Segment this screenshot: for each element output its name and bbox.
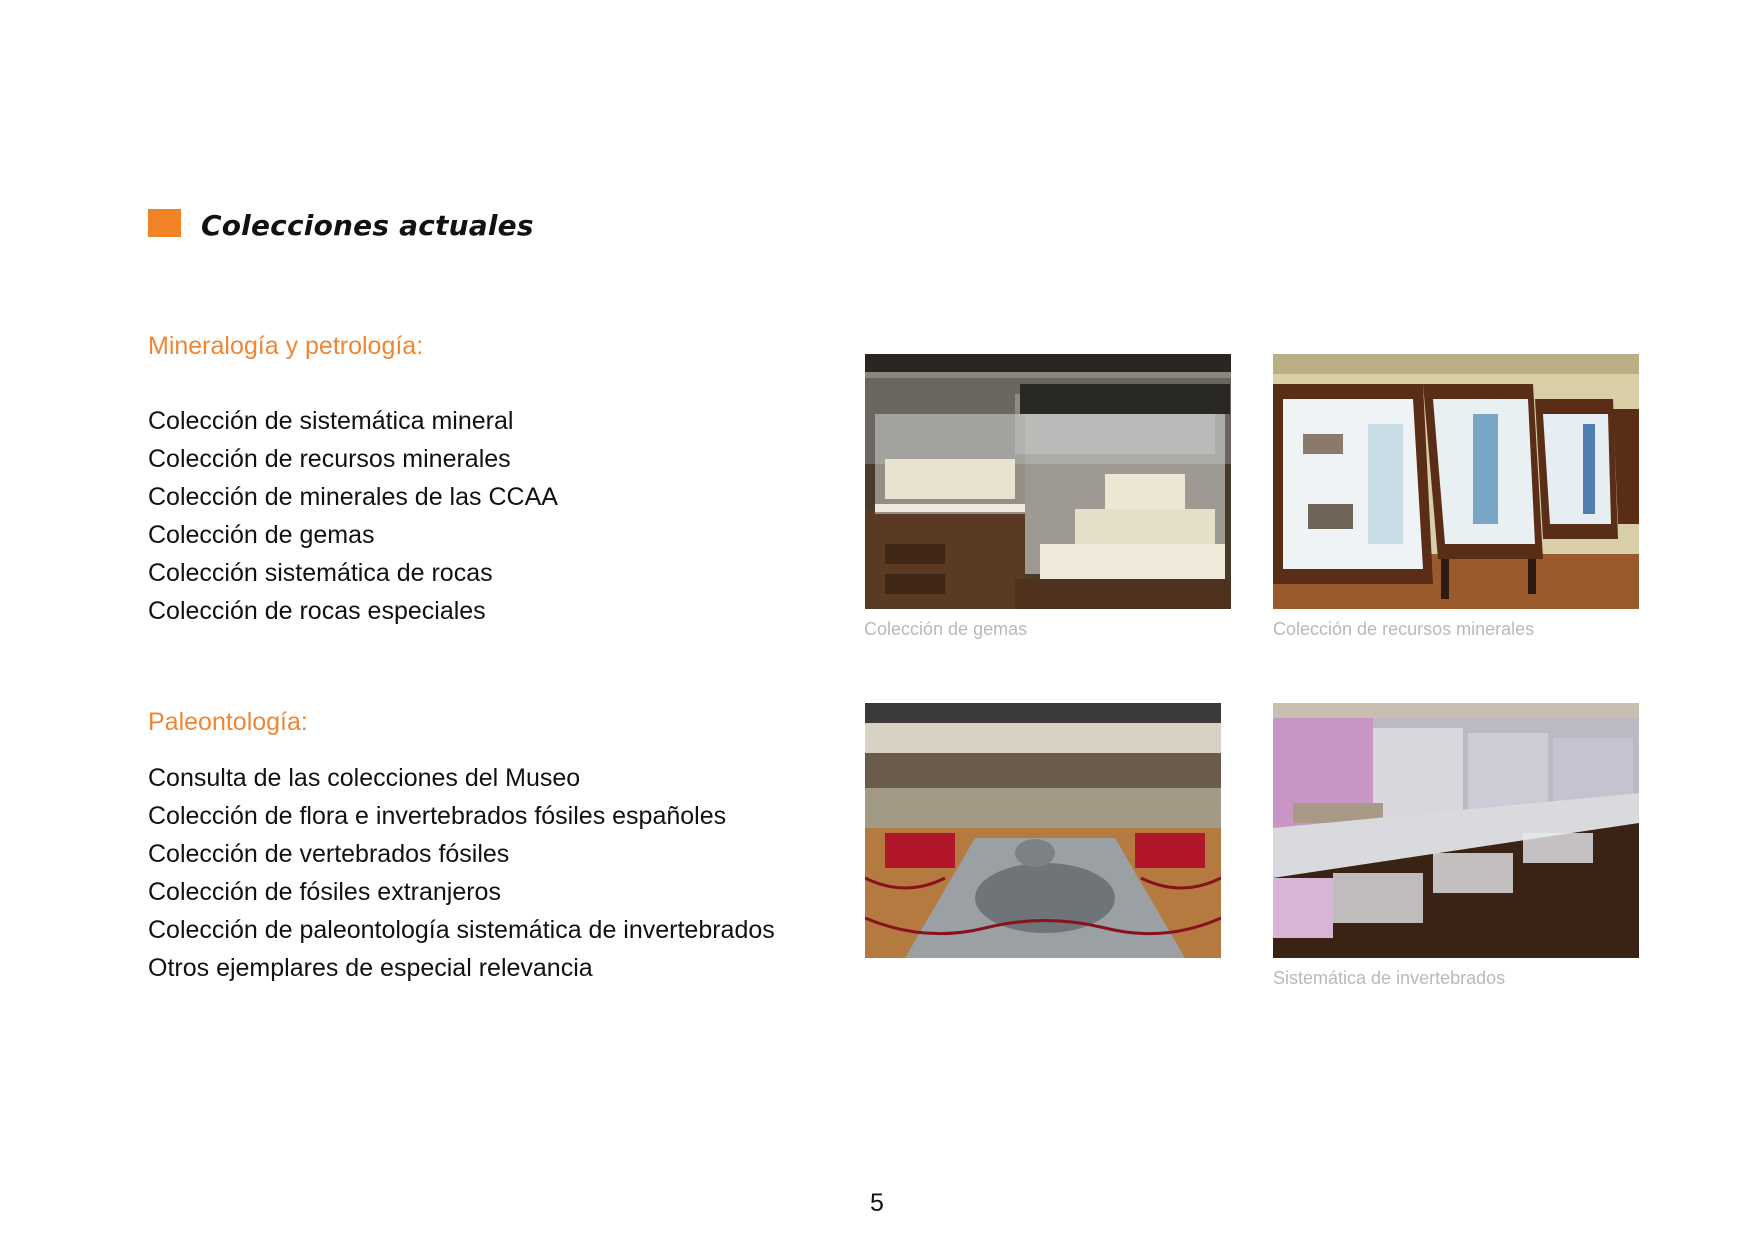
list-item: Colección de flora e invertebrados fósiles españoles: [148, 802, 727, 830]
list-item: Colección de gemas: [148, 521, 375, 549]
list-item: Otros ejemplares de especial relevancia: [148, 954, 593, 982]
list-item: Colección de paleontología sistemática de invertebrados: [148, 916, 775, 944]
photo-caption-mineral-resources: Colección de recursos minerales: [1273, 619, 1535, 639]
section-heading-mineralogia: Mineralogía y petrología:: [148, 332, 424, 360]
list-item: Colección de vertebrados fósiles: [148, 840, 510, 868]
list-item: Colección de recursos minerales: [148, 445, 511, 473]
list-item: Colección de minerales de las CCAA: [148, 483, 558, 511]
mineral-resources-photo: [1273, 354, 1639, 609]
invertebrates-photo: [1273, 703, 1639, 958]
section-heading-paleontologia: Paleontología:: [148, 708, 308, 736]
list-item: Colección de sistemática mineral: [148, 407, 514, 435]
list-item: Colección de fósiles extranjeros: [148, 878, 501, 906]
photo-caption-gems: Colección de gemas: [864, 619, 1028, 639]
paleontologia-list: [148, 759, 775, 987]
paleontology-hall-photo: [865, 703, 1221, 958]
gem-collection-photo: [865, 354, 1231, 609]
list-item: Colección sistemática de rocas: [148, 559, 493, 587]
title-marker-square: [148, 209, 181, 237]
list-item: Consulta de las colecciones del Museo: [148, 764, 581, 792]
mineralogia-list: [148, 402, 558, 630]
page-number: 5: [870, 1189, 884, 1217]
list-item: Colección de rocas especiales: [148, 597, 486, 625]
page-title: Colecciones actuales: [201, 209, 534, 242]
photo-caption-invertebrates: Sistemática de invertebrados: [1273, 968, 1506, 988]
